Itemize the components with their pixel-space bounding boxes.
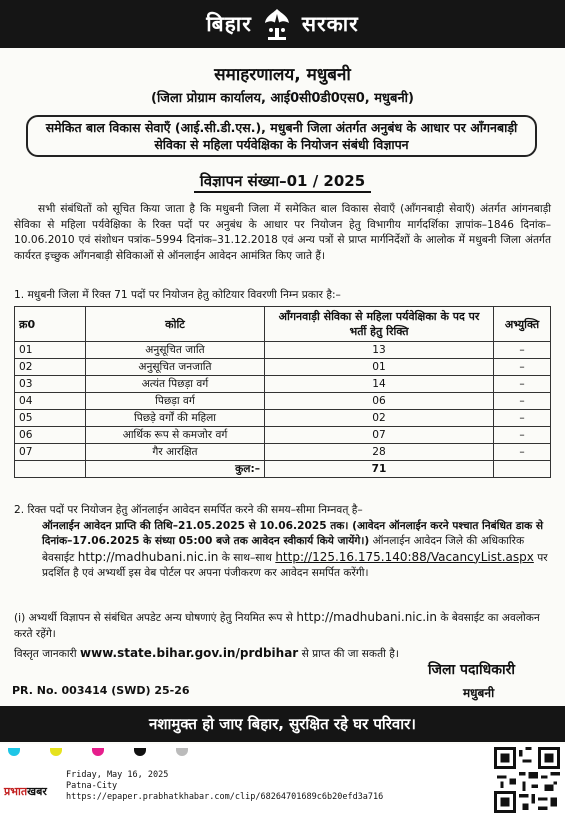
- point-2-intro: 2. रिक्त पदों पर नियोजन हेतु ऑनलाईन आवेदन समर्पित करने की समय–सीमा निम्नवत् है–: [14, 504, 363, 516]
- cell-category: आर्थिक रूप से कमजोर वर्ग: [86, 427, 265, 444]
- cell-remarks: –: [494, 410, 551, 427]
- point-4-text-1: विस्तृत जानकारी: [14, 648, 81, 660]
- cell-sn: 02: [15, 359, 86, 376]
- cell-vacancy: 02: [265, 410, 494, 427]
- cell-category: पिछड़ा वर्ग: [86, 393, 265, 410]
- cell-vacancy: 06: [265, 393, 494, 410]
- clip-edition: Patna-City: [66, 781, 118, 791]
- table-total-row: [15, 461, 551, 478]
- office-name: समाहरणालय, मधुबनी: [214, 65, 351, 85]
- table-row: [15, 376, 551, 393]
- cyan-mark: [8, 748, 20, 756]
- point-3-text-2: के बेवसाईट का अवलोकन करते रहेंगे।: [14, 612, 540, 640]
- gray-mark: [176, 748, 188, 756]
- vacancy-table: [14, 306, 551, 478]
- madhubani-site-link-2[interactable]: http://madhubani.nic.in: [296, 610, 437, 624]
- signature-place: मधुबनी: [463, 686, 495, 700]
- logo-part-2: खबर: [27, 785, 47, 798]
- signature-title: जिला पदाधिकारी: [428, 662, 515, 678]
- header-vacancy: आँगनवाड़ी सेविका से महिला पर्यवेक्षिका के पद पर भर्ती हेतु रिक्ति: [265, 307, 494, 342]
- cell-vacancy: 14: [265, 376, 494, 393]
- header-sn: क्र0: [15, 307, 86, 342]
- cell-category: अत्यंत पिछड़ा वर्ग: [86, 376, 265, 393]
- cell-category: अनुसूचित जनजाति: [86, 359, 265, 376]
- subject-text: समेकित बाल विकास सेवाएँ (आई.सी.डी.एस.), मधुबनी जिला अंतर्गत अनुबंध के आधार पर आँगनबाड़ी सेविका से महिला पर्यवेक्षिका के नियोजन संबंधी विज्ञापन: [45, 120, 518, 152]
- cell-sn: 07: [15, 444, 86, 461]
- table-row: [15, 342, 551, 359]
- cell-remarks: –: [494, 427, 551, 444]
- magenta-mark: [92, 748, 104, 756]
- table-row: [15, 410, 551, 427]
- cell-sn: 05: [15, 410, 86, 427]
- cell-sn: 04: [15, 393, 86, 410]
- cell-empty: [494, 461, 551, 478]
- vacancy-list-link[interactable]: http://125.16.175.140:88/VacancyList.aspx: [275, 549, 534, 564]
- point-2-text-2: के साथ–साथ: [218, 551, 276, 564]
- intro-paragraph: सभी संबंधितों को सूचित किया जाता है कि मधुबनी जिला में समेकित बाल विकास सेवाएँ (आँगनबाड़ी सेवाएँ) अंतर्गत आंगनबाड़ी सेविका से महिला पर्यवेक्षिका के रिक्त पदों पर अनुबंध के आधार पर नियोजन हेतु विभागीय मार्गदर्शिका ज्ञापांक–1846 दिनांक–10.06.2010 एवं संशोधन पत्रांक–5994 दिनांक–31.12.2018 एवं अन्य पत्रों से प्राप्त मार्गनिर्देशों के आलोक में मधुबनी जिला अंतर्गत कार्यरत इच्छुक आँगनबाड़ी सेविकाओं से ऑनलाईन आवेदन आमंत्रित किए जाते हैं।: [14, 203, 551, 262]
- table-header-row: [15, 307, 551, 342]
- bihar-emblem-icon: [262, 6, 292, 42]
- cell-vacancy: 28: [265, 444, 494, 461]
- cell-remarks: –: [494, 393, 551, 410]
- qr-code-icon[interactable]: [494, 747, 560, 813]
- application-dates: ऑनलाईन आवेदन प्राप्ति की तिथि–21.05.2025 से 10.06.2025 तक। (आवेदन ऑनलाईन करने पश्चात निबंधित डाक से दिनांक–17.06.2025 के संध्या 05:00 बजे तक आवेदन स्वीकार्य किये जायेंगे।): [42, 519, 544, 547]
- cell-category: गैर आरक्षित: [86, 444, 265, 461]
- header-category: कोटि: [86, 307, 265, 342]
- point-3-text-1: (i) अभ्यर्थी विज्ञापन से संबंधित अपडेट अन्य घोषणाएं हेतु नियमित रूप से: [14, 612, 297, 624]
- slogan-banner: [0, 706, 565, 742]
- cell-vacancy: 01: [265, 359, 494, 376]
- table-row: [15, 444, 551, 461]
- slogan-text: नशामुक्त हो जाए बिहार, सुरक्षित रहे घर परिवार।: [149, 715, 416, 733]
- madhubani-site-link[interactable]: http://madhubani.nic.in: [77, 549, 219, 564]
- cell-empty: [15, 461, 86, 478]
- point-3: [14, 610, 551, 642]
- color-registration-marks: [0, 748, 565, 756]
- cell-category: पिछड़े वर्गों की महिला: [86, 410, 265, 427]
- cell-remarks: –: [494, 444, 551, 461]
- cell-vacancy: 07: [265, 427, 494, 444]
- total-value: 71: [265, 461, 494, 478]
- cell-remarks: –: [494, 359, 551, 376]
- logo-part-1: प्रभात: [4, 785, 28, 798]
- subject-box: [26, 115, 537, 157]
- total-label: कुल:–: [86, 461, 265, 478]
- cell-sn: 01: [15, 342, 86, 359]
- point-2-text-1: ऑनलाईन आवेदन जिले की अधिकारिक बेवसाईट: [42, 535, 525, 564]
- point-4-text-2: से प्राप्त की जा सकती है।: [298, 648, 399, 660]
- prd-bihar-link[interactable]: www.state.bihar.gov.in/prdbihar: [80, 646, 299, 660]
- table-row: [15, 359, 551, 376]
- table-row: [15, 427, 551, 444]
- table-row: [15, 393, 551, 410]
- yellow-mark: [50, 748, 62, 756]
- clip-metadata: [66, 770, 383, 803]
- header-left: बिहार: [206, 12, 252, 36]
- clip-date: Friday, May 16, 2025: [66, 770, 169, 780]
- ad-number-text: विज्ञापन संख्या–01 / 2025: [194, 172, 371, 193]
- cell-remarks: –: [494, 376, 551, 393]
- newspaper-logo: [4, 784, 47, 799]
- header-remarks: अभ्युक्ति: [494, 307, 551, 342]
- black-mark: [134, 748, 146, 756]
- ad-number: [0, 171, 565, 191]
- cell-vacancy: 13: [265, 342, 494, 359]
- point-2-text-3: पर प्रदर्शित है एवं अभ्यर्थी इस वेब पोर्टल पर अपना पंजीकरण कर आवेदन समर्पित करेंगी।: [42, 551, 548, 579]
- header-right: सरकार: [301, 12, 359, 36]
- clip-url[interactable]: https://epaper.prabhatkhabar.com/clip/68264701689c6b20efd3a716: [66, 792, 384, 802]
- header-banner: [0, 0, 565, 48]
- cell-remarks: –: [494, 342, 551, 359]
- pr-number: PR. No. 003414 (SWD) 25-26: [12, 684, 190, 697]
- office-subtitle: (जिला प्रोग्राम कार्यालय, आई0सी0डी0एस0, मधुबनी): [151, 91, 414, 106]
- cell-sn: 03: [15, 376, 86, 393]
- point-2: [14, 503, 551, 582]
- cell-sn: 06: [15, 427, 86, 444]
- point-1: 1. मधुबनी जिला में रिक्त 71 पदों पर नियोजन हेतु कोटियार विवरणी निम्न प्रकार है:–: [14, 289, 341, 301]
- cell-category: अनुसूचित जाति: [86, 342, 265, 359]
